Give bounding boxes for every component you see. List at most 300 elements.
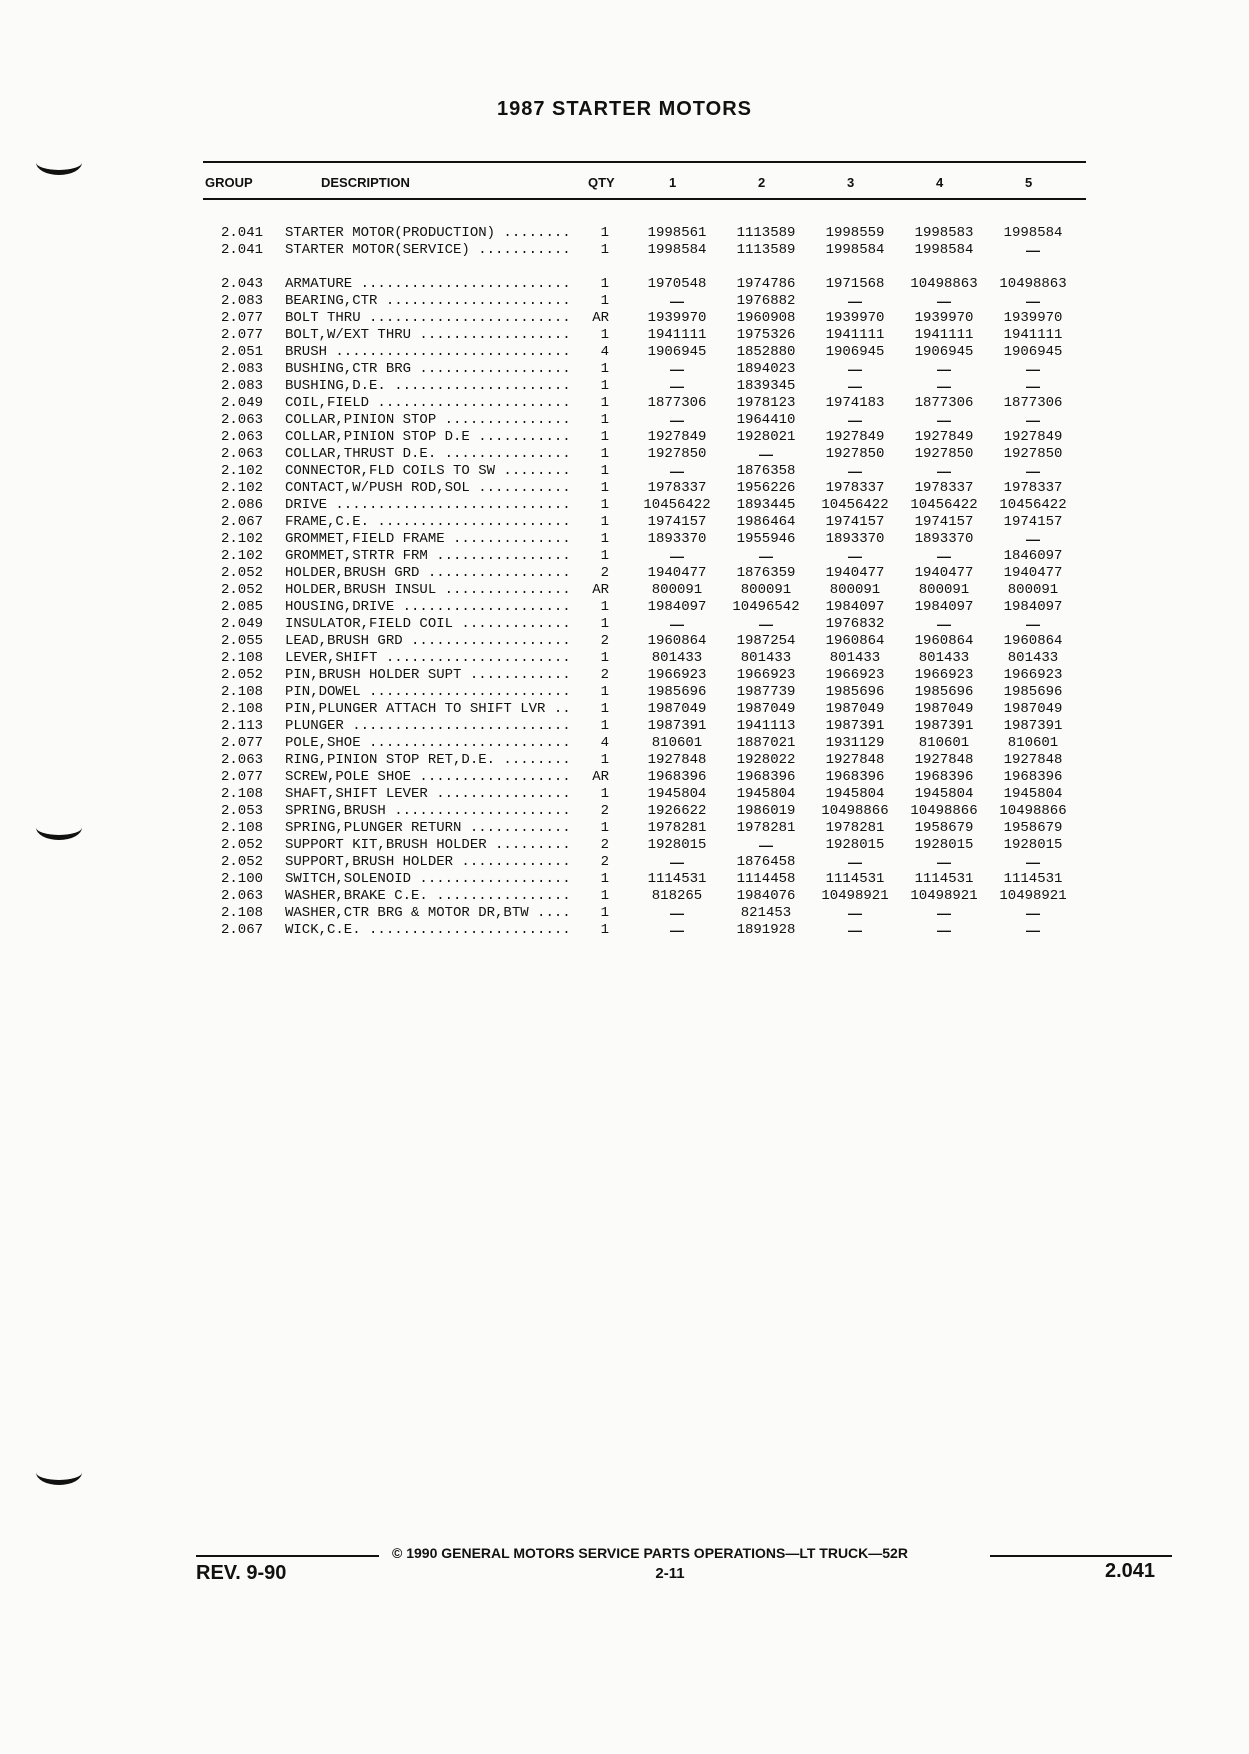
row-part-2: 1956226 [736,480,796,496]
row-part-1: 801433 [651,650,703,666]
row-part-3: 1987391 [825,718,885,734]
row-description: ARMATURE ......................... [285,276,571,292]
row-part-3: 1966923 [825,667,885,683]
row-part-4: 1966923 [914,667,974,683]
row-description: GROMMET,STRTR FRM ................ [285,548,571,564]
row-part-2: 1986019 [736,803,796,819]
row-part-2: — [759,548,773,564]
row-group: 2.041 [220,242,263,258]
row-description: WICK,C.E. ........................ [285,922,571,938]
row-part-1: 1877306 [647,395,707,411]
row-group: 2.086 [220,497,263,513]
row-part-1: 810601 [651,735,703,751]
footer-section-number: 2.041 [1105,1560,1156,1582]
row-part-5: 1906945 [1003,344,1063,360]
row-part-2: 800091 [740,582,792,598]
row-part-2: 1876359 [736,565,796,581]
row-group: 2.102 [220,531,263,547]
row-group: 2.055 [220,633,263,649]
row-part-1: 1893370 [647,531,707,547]
row-part-2: 1964410 [736,412,796,428]
row-part-5: — [1026,531,1040,547]
row-qty: 2 [600,633,609,649]
row-qty: 1 [600,905,609,921]
row-part-1: 1966923 [647,667,707,683]
row-description: FRAME,C.E. ....................... [285,514,571,530]
row-group: 2.102 [220,548,263,564]
row-part-5: 801433 [1007,650,1059,666]
row-part-5: 1941111 [1003,327,1063,343]
row-part-4: 1927849 [914,429,974,445]
row-part-4: 1984097 [914,599,974,615]
row-group: 2.063 [220,412,263,428]
row-part-1: — [670,293,684,309]
row-part-4: — [937,463,951,479]
row-description: SCREW,POLE SHOE .................. [285,769,571,785]
row-description: PLUNGER .......................... [285,718,571,734]
row-part-4: — [937,905,951,921]
row-description: PIN,PLUNGER ATTACH TO SHIFT LVR .. [285,701,571,717]
row-part-3: 1974183 [825,395,885,411]
row-part-4: 1940477 [914,565,974,581]
row-part-2: 1966923 [736,667,796,683]
row-part-2: 801433 [740,650,792,666]
row-part-1: 1927848 [647,752,707,768]
row-part-3: 1998584 [825,242,885,258]
binder-hole-mark [36,815,82,840]
row-part-2: 1113589 [736,242,796,258]
row-group: 2.108 [220,905,263,921]
row-part-4: 1974157 [914,514,974,530]
row-part-1: 1970548 [647,276,707,292]
row-part-2: 1975326 [736,327,796,343]
row-part-3: 1906945 [825,344,885,360]
row-part-4: — [937,854,951,870]
row-part-4: 1978337 [914,480,974,496]
row-part-4: 1987391 [914,718,974,734]
row-group: 2.067 [220,922,263,938]
row-part-3: — [848,378,862,394]
row-part-2: 1852880 [736,344,796,360]
row-description: HOLDER,BRUSH INSUL ............... [285,582,571,598]
row-part-4: 10498863 [910,276,978,292]
table-row [203,480,1086,497]
row-description: SHAFT,SHIFT LEVER ................ [285,786,571,802]
row-part-4: 810601 [918,735,970,751]
table-row [203,701,1086,718]
row-group: 2.052 [220,582,263,598]
row-part-5: 1939970 [1003,310,1063,326]
row-description: COLLAR,THRUST D.E. ............... [285,446,571,462]
row-qty: 2 [600,803,609,819]
row-part-5: — [1026,242,1040,258]
row-group: 2.083 [220,293,263,309]
row-group: 2.052 [220,837,263,853]
row-part-2: 1984076 [736,888,796,904]
row-part-3: 1985696 [825,684,885,700]
row-part-1: 1940477 [647,565,707,581]
footer-revision: REV. 9-90 [196,1562,287,1584]
row-qty: AR [592,769,609,785]
row-part-1: — [670,378,684,394]
row-qty: 2 [600,565,609,581]
row-part-3: — [848,412,862,428]
row-description: WASHER,CTR BRG & MOTOR DR,BTW .... [285,905,571,921]
row-part-1: — [670,361,684,377]
row-part-2: 1955946 [736,531,796,547]
row-description: SPRING,PLUNGER RETURN ............ [285,820,571,836]
row-description: STARTER MOTOR(PRODUCTION) ........ [285,225,571,241]
row-part-1: 1978281 [647,820,707,836]
row-description: SUPPORT KIT,BRUSH HOLDER ......... [285,837,571,853]
row-part-2: 1876458 [736,854,796,870]
table-row [203,871,1086,888]
row-part-5: 1966923 [1003,667,1063,683]
row-qty: 1 [600,599,609,615]
row-group: 2.063 [220,429,263,445]
row-group: 2.108 [220,650,263,666]
row-qty: 1 [600,718,609,734]
row-part-4: 1893370 [914,531,974,547]
row-part-5: 1987049 [1003,701,1063,717]
row-part-4: — [937,922,951,938]
row-description: POLE,SHOE ........................ [285,735,571,751]
row-group: 2.085 [220,599,263,615]
table-row [203,582,1086,599]
table-row [203,684,1086,701]
header-col-3: 3 [847,175,855,190]
row-part-4: 1985696 [914,684,974,700]
row-group: 2.083 [220,361,263,377]
row-group: 2.102 [220,480,263,496]
table-row [203,225,1086,242]
row-part-2: 1894023 [736,361,796,377]
row-part-5: 1968396 [1003,769,1063,785]
row-part-3: 1978281 [825,820,885,836]
row-qty: 2 [600,667,609,683]
row-qty: 1 [600,378,609,394]
row-part-5: 1927849 [1003,429,1063,445]
row-part-1: 1998584 [647,242,707,258]
table-row [203,922,1086,939]
row-qty: 1 [600,497,609,513]
row-part-1: — [670,616,684,632]
row-part-4: — [937,293,951,309]
row-part-3: 800091 [829,582,881,598]
row-part-2: 1941113 [736,718,796,734]
row-part-3: 1927850 [825,446,885,462]
row-description: LEVER,SHIFT ...................... [285,650,571,666]
row-description: DRIVE ............................ [285,497,571,513]
row-qty: 2 [600,837,609,853]
row-part-1: 1928015 [647,837,707,853]
table-row [203,854,1086,871]
row-part-2: 1945804 [736,786,796,802]
row-part-1: 1927849 [647,429,707,445]
row-part-1: 818265 [651,888,703,904]
binder-hole-mark [36,150,82,175]
row-part-5: 1960864 [1003,633,1063,649]
row-qty: 1 [600,922,609,938]
table-row [203,293,1086,310]
row-group: 2.113 [220,718,263,734]
row-part-3: 1945804 [825,786,885,802]
row-description: GROMMET,FIELD FRAME .............. [285,531,571,547]
header-group: GROUP [205,175,253,190]
header-description: DESCRIPTION [321,175,410,190]
row-part-2: 1987739 [736,684,796,700]
row-part-5: 1958679 [1003,820,1063,836]
row-part-2: 1893445 [736,497,796,513]
header-col-5: 5 [1025,175,1033,190]
row-description: COLLAR,PINION STOP D.E ........... [285,429,571,445]
row-group: 2.052 [220,565,263,581]
row-part-3: 1976832 [825,616,885,632]
row-part-4: 1927850 [914,446,974,462]
row-part-3: 1939970 [825,310,885,326]
header-rule-top [203,161,1086,163]
row-part-3: — [848,548,862,564]
row-part-2: 1891928 [736,922,796,938]
row-part-4: 1968396 [914,769,974,785]
row-qty: 1 [600,463,609,479]
row-group: 2.052 [220,667,263,683]
page-title: 1987 STARTER MOTORS [497,98,752,120]
row-group: 2.100 [220,871,263,887]
row-part-5: — [1026,616,1040,632]
row-qty: 1 [600,225,609,241]
row-part-4: — [937,361,951,377]
row-part-5: — [1026,922,1040,938]
row-part-5: 1877306 [1003,395,1063,411]
row-part-5: 1984097 [1003,599,1063,615]
header-col-4: 4 [936,175,944,190]
row-qty: 1 [600,446,609,462]
table-row [203,310,1086,327]
table-row [203,769,1086,786]
row-part-4: — [937,548,951,564]
row-part-5: 1114531 [1003,871,1063,887]
row-part-3: 1931129 [825,735,885,751]
row-part-1: 10456422 [643,497,711,513]
row-part-2: 1974786 [736,276,796,292]
row-part-1: 1987391 [647,718,707,734]
row-qty: 1 [600,514,609,530]
row-part-4: 1941111 [914,327,974,343]
row-qty: 1 [600,548,609,564]
row-qty: 1 [600,684,609,700]
row-qty: 1 [600,429,609,445]
row-part-1: — [670,854,684,870]
row-part-5: 1978337 [1003,480,1063,496]
row-part-5: — [1026,854,1040,870]
row-part-2: 1113589 [736,225,796,241]
row-group: 2.108 [220,684,263,700]
row-qty: 1 [600,412,609,428]
row-part-3: — [848,854,862,870]
row-part-1: 1978337 [647,480,707,496]
row-group: 2.077 [220,769,263,785]
row-part-5: 1940477 [1003,565,1063,581]
table-row [203,650,1086,667]
row-group: 2.077 [220,310,263,326]
row-part-3: 1940477 [825,565,885,581]
row-description: COLLAR,PINION STOP ............... [285,412,571,428]
row-part-4: 1998583 [914,225,974,241]
footer-rule-right [990,1555,1172,1557]
row-part-5: — [1026,412,1040,428]
row-part-1: 1998561 [647,225,707,241]
row-part-5: — [1026,905,1040,921]
row-qty: 1 [600,888,609,904]
row-qty: 1 [600,480,609,496]
row-part-4: 800091 [918,582,970,598]
row-group: 2.049 [220,616,263,632]
row-part-4: 1987049 [914,701,974,717]
header-qty: QTY [588,175,615,190]
row-part-1: 1926622 [647,803,707,819]
table-row [203,531,1086,548]
row-qty: 1 [600,786,609,802]
row-part-2: — [759,837,773,853]
row-part-3: — [848,905,862,921]
row-qty: 1 [600,293,609,309]
row-part-3: 1893370 [825,531,885,547]
row-part-3: 1927848 [825,752,885,768]
row-part-2: 1987049 [736,701,796,717]
row-qty: AR [592,582,609,598]
row-qty: 1 [600,361,609,377]
row-description: HOLDER,BRUSH GRD ................. [285,565,571,581]
row-description: BOLT,W/EXT THRU .................. [285,327,571,343]
row-part-5: — [1026,463,1040,479]
row-part-1: 800091 [651,582,703,598]
row-description: HOUSING,DRIVE .................... [285,599,571,615]
row-part-2: 1876358 [736,463,796,479]
row-part-2: 10496542 [732,599,800,615]
row-part-2: 1928021 [736,429,796,445]
row-part-2: 1887021 [736,735,796,751]
row-part-2: 1968396 [736,769,796,785]
row-qty: AR [592,310,609,326]
row-part-2: 821453 [740,905,792,921]
row-part-1: 1987049 [647,701,707,717]
row-part-5: — [1026,293,1040,309]
row-part-3: 10456422 [821,497,889,513]
row-part-2: 1986464 [736,514,796,530]
row-part-3: 801433 [829,650,881,666]
row-description: PIN,DOWEL ........................ [285,684,571,700]
row-qty: 1 [600,242,609,258]
row-part-1: 1114531 [647,871,707,887]
table-row [203,616,1086,633]
row-part-3: 10498866 [821,803,889,819]
row-part-2: — [759,446,773,462]
table-row [203,463,1086,480]
row-description: STARTER MOTOR(SERVICE) ........... [285,242,571,258]
row-description: SUPPORT,BRUSH HOLDER ............. [285,854,571,870]
row-description: CONNECTOR,FLD COILS TO SW ........ [285,463,571,479]
row-group: 2.108 [220,820,263,836]
table-row [203,395,1086,412]
row-part-5: 1998584 [1003,225,1063,241]
row-qty: 1 [600,820,609,836]
header-col-1: 1 [669,175,677,190]
row-part-5: 1927850 [1003,446,1063,462]
table-row [203,837,1086,854]
row-part-5: 10456422 [999,497,1067,513]
row-part-5: 10498866 [999,803,1067,819]
row-part-4: 1114531 [914,871,974,887]
table-row [203,378,1086,395]
table-row [203,667,1086,684]
table-row [203,803,1086,820]
row-group: 2.053 [220,803,263,819]
table-row [203,565,1086,582]
table-row [203,497,1086,514]
row-qty: 4 [600,344,609,360]
row-part-3: — [848,922,862,938]
row-part-4: 1945804 [914,786,974,802]
row-group: 2.108 [220,701,263,717]
table-row [203,599,1086,616]
table-row [203,429,1086,446]
row-group: 2.041 [220,225,263,241]
row-qty: 1 [600,752,609,768]
row-part-5: — [1026,378,1040,394]
row-description: LEAD,BRUSH GRD ................... [285,633,571,649]
row-part-4: 1906945 [914,344,974,360]
table-row [203,888,1086,905]
row-part-1: 1906945 [647,344,707,360]
row-part-1: — [670,548,684,564]
row-part-3: 1114531 [825,871,885,887]
binder-hole-mark [36,1460,82,1485]
row-part-5: 1945804 [1003,786,1063,802]
table-row [203,242,1086,259]
row-part-5: 800091 [1007,582,1059,598]
row-part-3: — [848,293,862,309]
row-qty: 1 [600,276,609,292]
row-description: SWITCH,SOLENOID .................. [285,871,571,887]
table-row [203,735,1086,752]
row-part-4: 1998584 [914,242,974,258]
footer-page-number: 2-11 [655,1565,685,1582]
row-part-5: 1928015 [1003,837,1063,853]
row-part-3: 1998559 [825,225,885,241]
row-qty: 1 [600,395,609,411]
row-qty: 1 [600,871,609,887]
row-part-3: 1974157 [825,514,885,530]
row-group: 2.049 [220,395,263,411]
row-part-5: 810601 [1007,735,1059,751]
row-description: SPRING,BRUSH ..................... [285,803,571,819]
row-part-5: 1985696 [1003,684,1063,700]
row-qty: 1 [600,701,609,717]
header-col-2: 2 [758,175,766,190]
row-part-4: 1928015 [914,837,974,853]
row-part-4: 1958679 [914,820,974,836]
footer-rule-left [196,1555,379,1557]
table-row [203,752,1086,769]
row-description: RING,PINION STOP RET,D.E. ........ [285,752,571,768]
table-row [203,633,1086,650]
row-part-1: 1927850 [647,446,707,462]
table-row [203,446,1086,463]
table-row [203,276,1086,293]
row-part-5: 1846097 [1003,548,1063,564]
row-part-3: 1960864 [825,633,885,649]
